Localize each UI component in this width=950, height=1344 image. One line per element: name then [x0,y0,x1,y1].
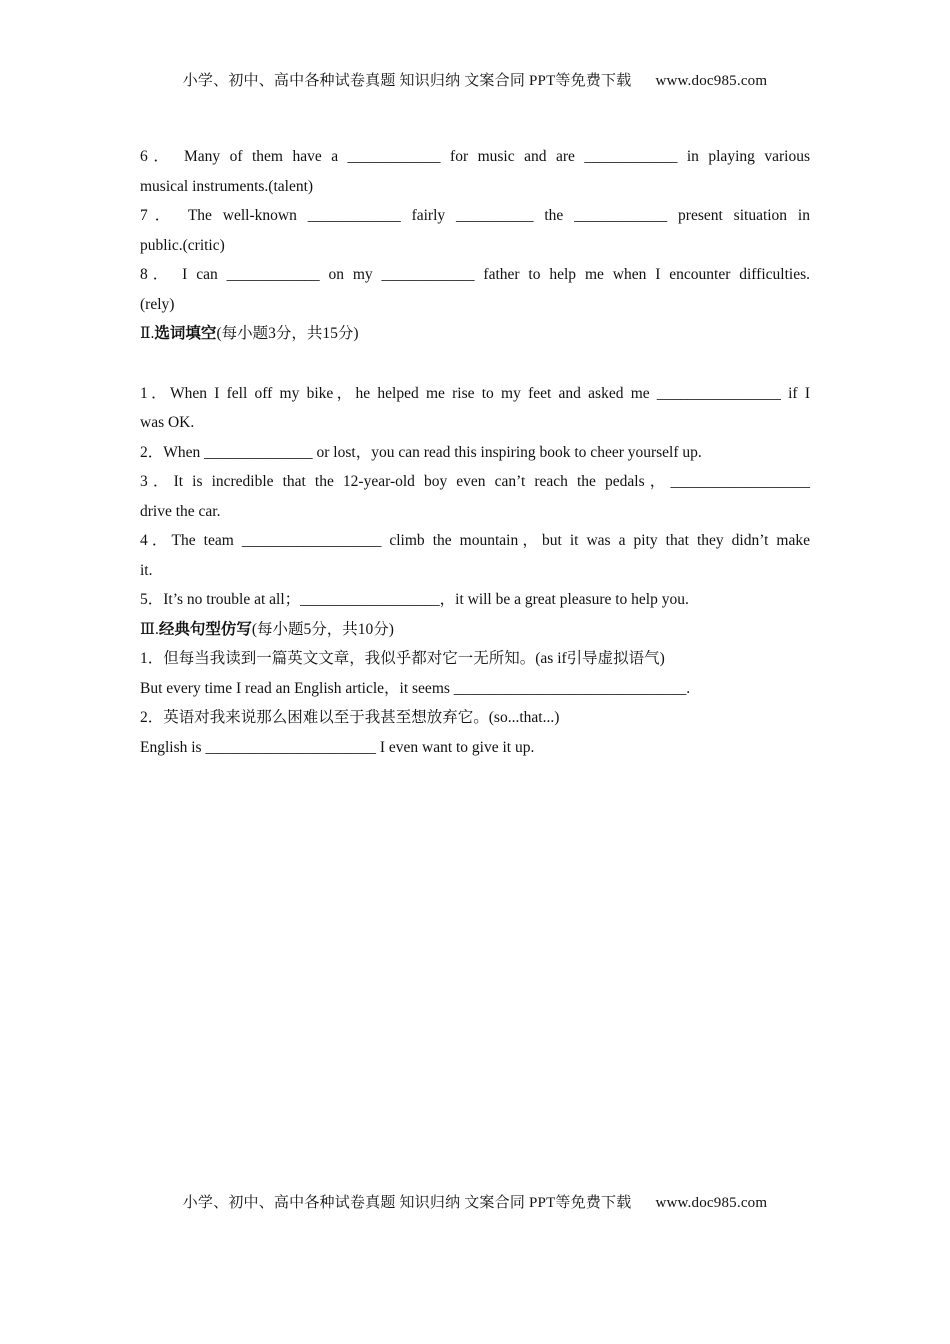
header-site-link[interactable]: www.doc985.com [655,73,768,89]
fill-question-3 [140,467,810,526]
section-3-title [140,615,810,645]
question-8-line-1: 8． I can ____________ on my ____________ father to help me when I encounter difficulties. [140,266,810,283]
fill-question-1-line-2: was OK. [140,414,195,431]
section-2-score: (每小题3分，共15分) [216,325,359,342]
exercise-content [140,142,810,762]
fill-question-2 [140,438,810,468]
sentence-question-1-prompt: 1．但每当我读到一篇英文文章，我似乎都对它一无所知。(as if引导虚拟语气) [140,650,665,667]
fill-question-3-line-2: drive the car. [140,502,221,520]
page-footer [0,1191,950,1212]
header-text: 小学、初中、高中各种试卷真题 知识归纳 文案合同 PPT等免费下载 [182,73,632,89]
fill-question-4-line-2: it. [140,561,153,579]
section-3-number: Ⅲ. [140,620,159,638]
question-6-line-1: 6． Many of them have a ____________ for music and are ____________ in playing various [140,148,810,165]
footer-site-link[interactable]: www.doc985.com [655,1195,768,1211]
fill-question-3-line-1: 3．It is incredible that the 12-year-old boy even can’t reach the pedals，__________________ [140,473,810,490]
sentence-question-1 [140,644,810,703]
question-8-line-2: (rely) [140,295,175,313]
sentence-question-1-answer: But every time I read an English article，it seems ______________________________. [140,679,691,697]
section-2-number: Ⅱ. [140,325,155,342]
question-6 [140,142,810,201]
fill-question-1-line-1: 1．When I fell off my bike，he helped me rise to my feet and asked me ________________ if I [140,384,810,402]
fill-question-2-line-1: 2．When ______________ or lost，you can read this inspiring book to cheer yourself up. [140,443,702,461]
fill-question-4-line-1: 4．The team __________________ climb the mountain，but it was a pity that they didn’t make [140,532,810,549]
section-2-heading: 选词填空 [154,325,217,342]
question-7-line-1: 7． The well-known ____________ fairly __________ the ____________ present situation in [140,207,810,224]
fill-question-4 [140,526,810,585]
question-6-line-2: musical instruments.(talent) [140,177,314,195]
page-header [0,69,950,90]
section-3-heading: 经典句型仿写 [158,620,252,638]
sentence-question-2-prompt: 2．英语对我来说那么困难以至于我甚至想放弃它。(so...that...) [140,709,560,726]
footer-text: 小学、初中、高中各种试卷真题 知识归纳 文案合同 PPT等免费下载 [182,1195,632,1211]
fill-question-5-line-1: 5．It’s no trouble at all；__________________，it will be a great pleasure to help you. [140,591,689,608]
fill-question-1 [140,379,810,438]
question-7 [140,201,810,260]
fill-question-5 [140,585,810,615]
sentence-question-2-answer: English is ______________________ I even want to give it up. [140,738,535,756]
section-2-title [140,319,810,349]
section-3-score: (每小题5分，共10分) [251,620,394,638]
section-spacer [140,349,810,379]
question-8 [140,260,810,319]
question-7-line-2: public.(critic) [140,236,225,254]
sentence-question-2 [140,703,810,762]
